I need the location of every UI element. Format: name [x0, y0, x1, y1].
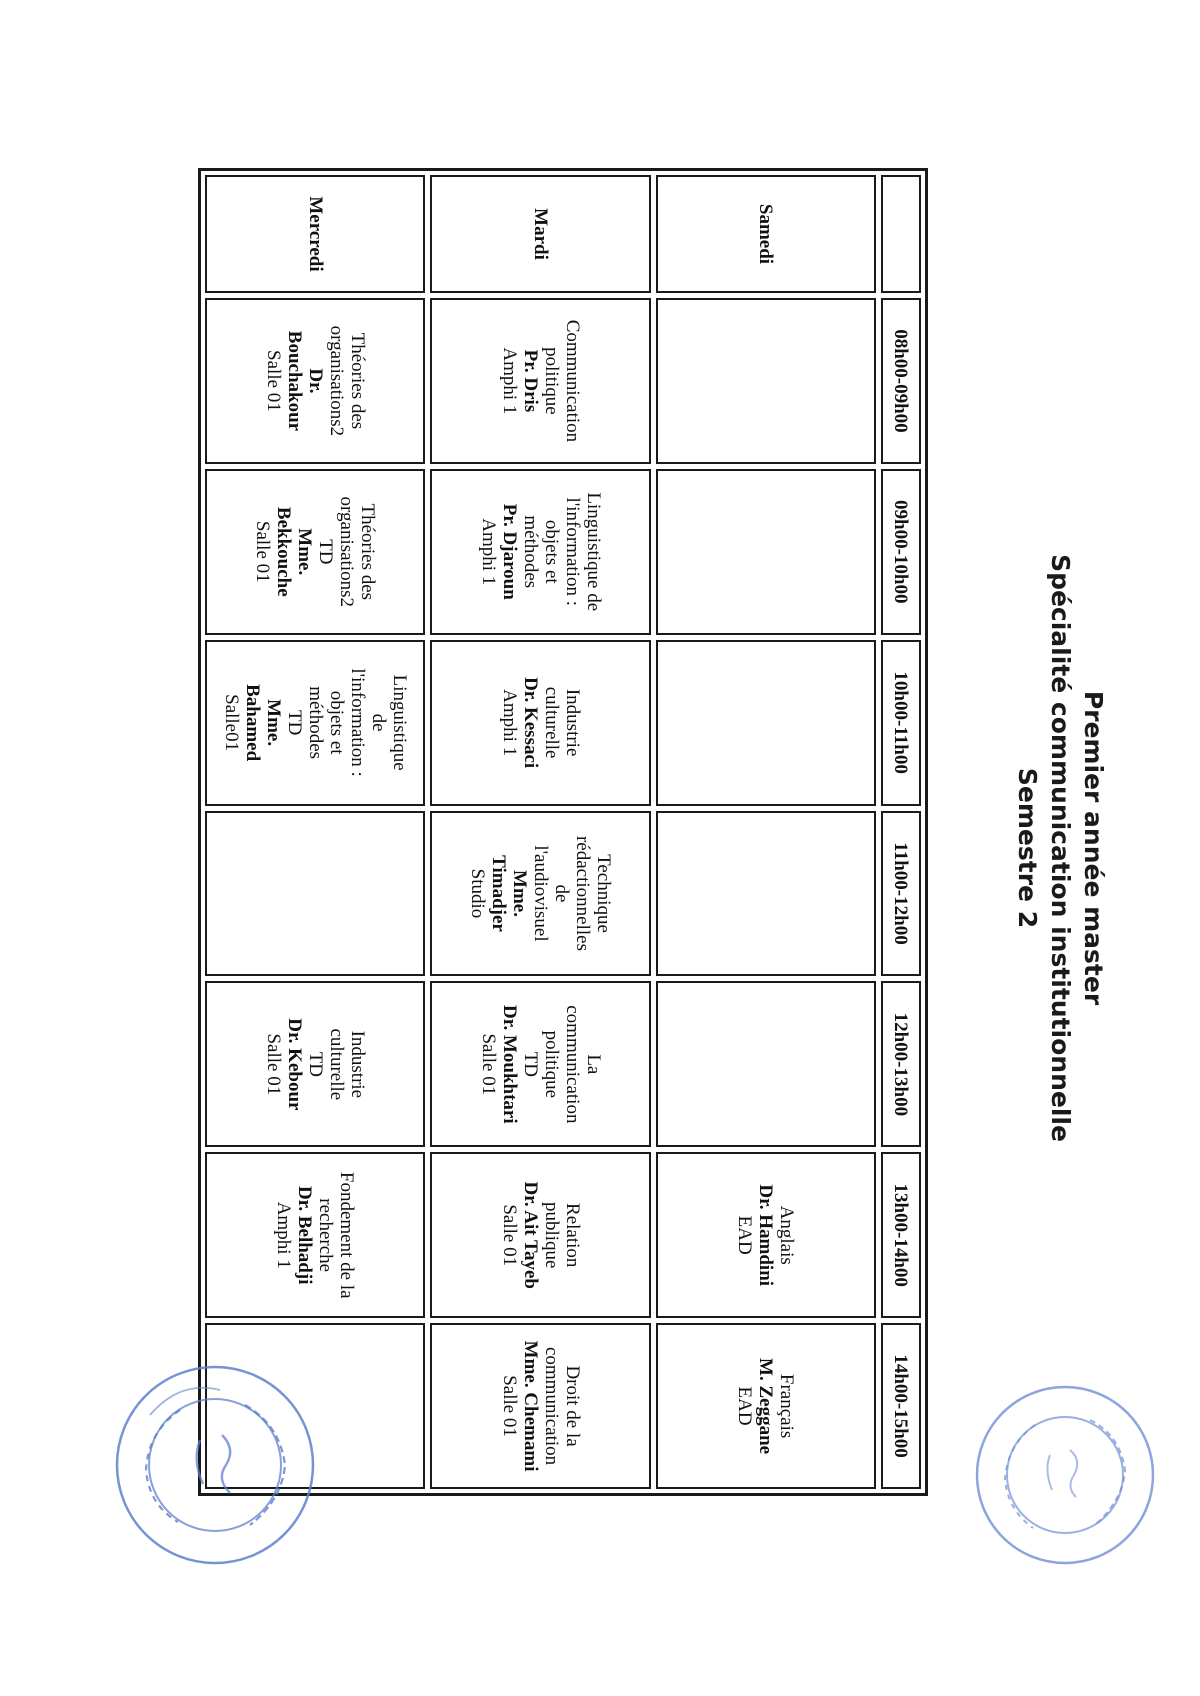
course-title-line: de	[367, 713, 389, 732]
course-title-line: Anglais	[776, 1205, 798, 1265]
course-title-line: Linguistique de	[582, 492, 604, 612]
course-title-line: TD	[519, 1051, 541, 1078]
room-label: Salle 01	[477, 1033, 499, 1096]
teacher-name: Dr. Kessaci	[519, 677, 541, 769]
course-title-line: organisations2	[325, 325, 347, 437]
teacher-name: Mme.	[294, 528, 316, 576]
course-title-line: Français	[776, 1373, 798, 1439]
heading-line-2: Spécialité communication institutionnelle	[1046, 554, 1075, 1142]
course-title-line: recherche	[315, 1198, 337, 1273]
teacher-name: Dr.	[304, 368, 326, 394]
course-title-line: La	[582, 1054, 604, 1075]
empty-cell	[205, 811, 425, 977]
course-cell	[205, 298, 425, 464]
course-title-line: communication	[561, 1005, 583, 1124]
stamp-seal-icon	[110, 1360, 320, 1570]
room-label: Salle 01	[252, 520, 274, 583]
teacher-name: Dr. Hamdini	[755, 1184, 777, 1287]
time-slot-header: 14h00-15h00	[881, 1323, 921, 1489]
course-title-line: l'information :	[561, 497, 583, 606]
room-label: Amphi 1	[498, 347, 520, 415]
course-title-line: l'audiovisuel	[530, 845, 552, 942]
room-label: Amphi 1	[477, 518, 499, 586]
course-title-line: culturelle	[540, 686, 562, 759]
course-title-line: objets et	[540, 519, 562, 584]
course-title-line: culturelle	[325, 1028, 347, 1101]
course-cell	[430, 1323, 650, 1489]
course-title-line: Théories des	[357, 503, 379, 601]
empty-cell	[656, 981, 876, 1147]
teacher-name: Bouchakour	[283, 330, 305, 432]
time-slot-header: 11h00-12h00	[881, 811, 921, 977]
room-label: EAD	[734, 1386, 756, 1426]
teacher-name: Mme.	[262, 699, 284, 747]
course-cell	[205, 469, 425, 635]
time-slot-header: 13h00-14h00	[881, 1152, 921, 1318]
day-label: Mercredi	[205, 175, 425, 293]
teacher-name: Dr. Ait Tayeb	[519, 1181, 541, 1289]
teacher-name: Mme.	[509, 870, 531, 917]
teacher-name: Timadjer	[488, 855, 510, 932]
room-label: Salle 01	[498, 1204, 520, 1267]
course-cell	[430, 469, 650, 635]
course-cell	[205, 981, 425, 1147]
room-label: EAD	[734, 1215, 756, 1255]
teacher-name: Bahamed	[241, 684, 263, 762]
official-stamp-bottom	[110, 1360, 320, 1570]
course-title-line: Technique	[593, 854, 615, 933]
time-slot-header: 08h00-09h00	[881, 298, 921, 464]
time-slot-header: 12h00-13h00	[881, 981, 921, 1147]
course-title-line: publique	[540, 1201, 562, 1269]
course-title-line: TD	[304, 1051, 326, 1078]
course-title-line: Droit de la	[561, 1365, 583, 1447]
official-stamp-top	[970, 1380, 1160, 1570]
teacher-name: Dr. Kebour	[283, 1018, 305, 1111]
course-cell	[205, 640, 425, 806]
teacher-name: Pr. Dris	[519, 349, 541, 413]
teacher-name: Dr. Moukhtari	[498, 1005, 520, 1124]
course-title-line: méthodes	[304, 686, 326, 760]
course-title-line: rédactionnelles	[572, 835, 594, 951]
course-cell	[656, 1152, 876, 1318]
course-cell	[430, 640, 650, 806]
course-title-line: méthodes	[519, 515, 541, 589]
course-cell	[430, 811, 650, 977]
room-label: Amphi 1	[273, 1201, 295, 1269]
time-slot-header: 09h00-10h00	[881, 469, 921, 635]
heading-line-3: Semestre 2	[1013, 767, 1042, 929]
course-title-line: de	[551, 884, 573, 903]
day-label: Mardi	[430, 175, 650, 293]
room-label: Studio	[467, 868, 489, 919]
course-title-line: politique	[540, 347, 562, 415]
course-title-line: Linguistique	[388, 674, 410, 771]
course-cell	[430, 298, 650, 464]
course-cell	[205, 1152, 425, 1318]
empty-cell	[656, 640, 876, 806]
room-label: Salle 01	[262, 350, 284, 412]
heading-line-1: Premier année master	[1079, 690, 1108, 1006]
teacher-name: Pr. Djaroun	[498, 503, 520, 600]
corner-cell	[881, 175, 921, 293]
stamp-seal-icon	[970, 1380, 1160, 1570]
teacher-name: Dr. Belhadji	[294, 1185, 316, 1285]
course-title-line: Industrie	[561, 688, 583, 757]
course-title-line: Relation	[561, 1203, 583, 1268]
timetable	[198, 168, 928, 1496]
empty-cell	[656, 811, 876, 977]
course-title-line: communication	[540, 1346, 562, 1466]
course-title-line: Théories des	[346, 332, 368, 430]
course-cell	[656, 1323, 876, 1489]
room-label: Salle01	[220, 694, 242, 752]
course-title-line: Fondement de la	[336, 1171, 358, 1299]
course-title-line: TD	[315, 539, 337, 565]
empty-cell	[656, 298, 876, 464]
day-label: Samedi	[656, 175, 876, 293]
room-label: Salle 01	[498, 1375, 520, 1437]
teacher-name: M. Zeggane	[755, 1358, 777, 1455]
course-title-line: organisations2	[336, 496, 358, 608]
course-title-line: objets et	[325, 690, 347, 755]
course-title-line: l'information :	[346, 668, 368, 777]
course-title-line: TD	[283, 709, 305, 736]
empty-cell	[656, 469, 876, 635]
teacher-name: Bekkouche	[273, 506, 295, 597]
time-slot-header: 10h00-11h00	[881, 640, 921, 806]
course-title-line: Communication	[561, 319, 583, 443]
course-cell	[430, 981, 650, 1147]
room-label: Amphi 1	[498, 689, 520, 757]
course-cell	[430, 1152, 650, 1318]
room-label: Salle 01	[262, 1033, 284, 1096]
course-title-line: politique	[540, 1030, 562, 1099]
course-title-line: Industrie	[346, 1030, 368, 1099]
teacher-name: Mme. Chemami	[519, 1340, 541, 1472]
